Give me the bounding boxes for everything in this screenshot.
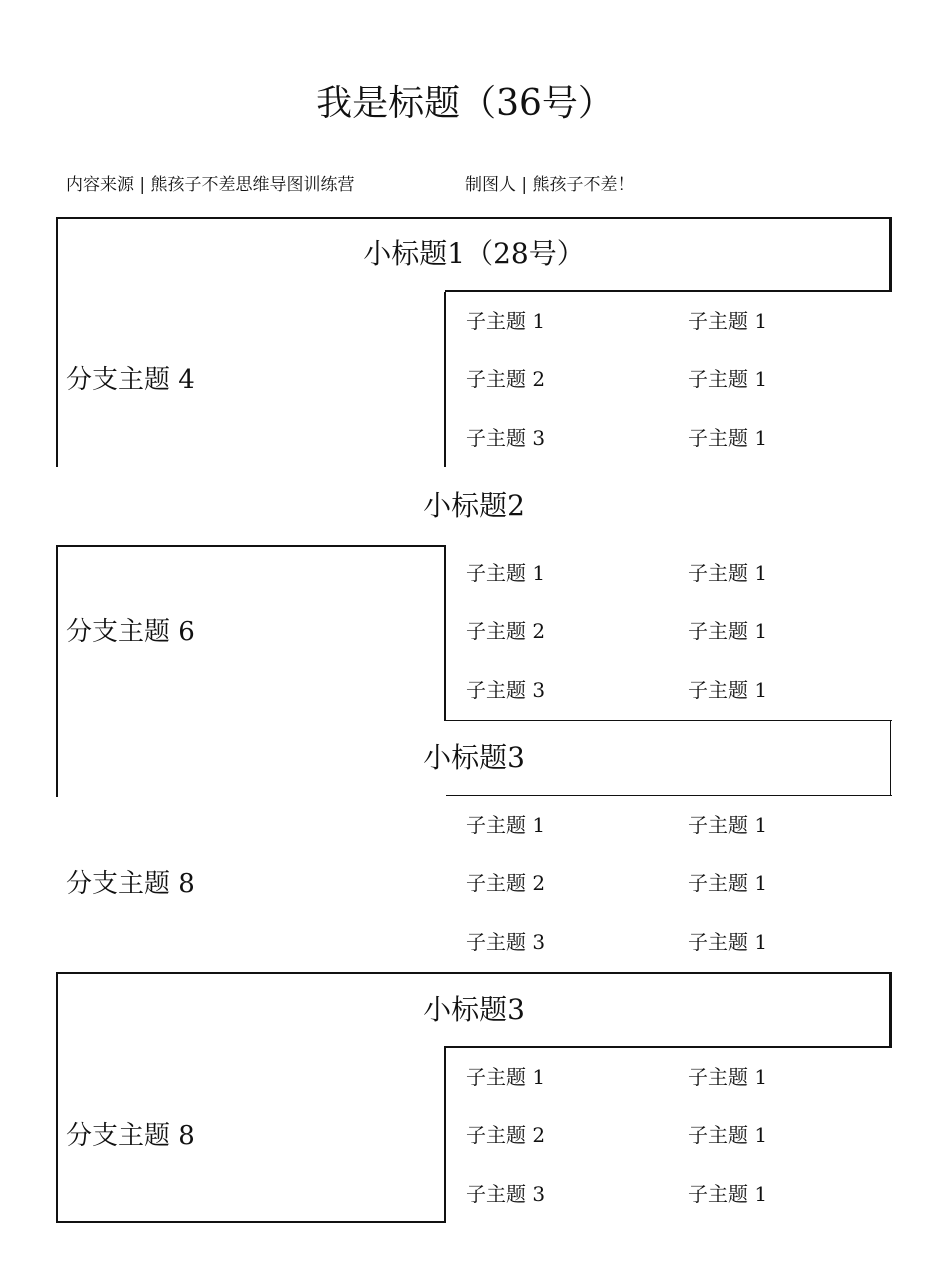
subtopic: 子主题 2 [466, 871, 546, 895]
subtopic: 子主题 1 [688, 1123, 768, 1147]
subtopic: 子主题 2 [466, 1123, 546, 1147]
subtopic: 子主题 1 [466, 309, 546, 333]
subtopic: 子主题 1 [688, 367, 768, 391]
subtopic: 子主题 1 [688, 1182, 768, 1206]
branch-topic: 分支主题 6 [66, 617, 195, 647]
subtopic: 子主题 3 [466, 426, 546, 450]
branch-topic: 分支主题 4 [66, 365, 195, 395]
subtopic: 子主题 1 [688, 871, 768, 895]
subtopic: 子主题 2 [466, 619, 546, 643]
subtopic: 子主题 1 [688, 930, 768, 954]
subtopic: 子主题 1 [466, 561, 546, 585]
section-heading: 小标题3 [423, 993, 525, 1026]
section-heading: 小标题1（28号） [363, 237, 585, 270]
content-source: 内容来源 | 熊孩子不差思维导图训练营 [66, 175, 355, 195]
branch-topic: 分支主题 8 [66, 869, 195, 899]
subtopic: 子主题 1 [688, 561, 768, 585]
subtopic: 子主题 3 [466, 1182, 546, 1206]
page-title: 我是标题（36号） [316, 83, 614, 124]
subtopic: 子主题 2 [466, 367, 546, 391]
subtopic: 子主题 1 [688, 1065, 768, 1089]
subtopic: 子主题 1 [688, 678, 768, 702]
subtopic: 子主题 1 [466, 813, 546, 837]
subtopic: 子主题 3 [466, 678, 546, 702]
subtopic: 子主题 1 [688, 426, 768, 450]
subtopic: 子主题 1 [688, 309, 768, 333]
subtopic: 子主题 1 [466, 1065, 546, 1089]
author-credit: 制图人 | 熊孩子不差！ [465, 175, 635, 195]
section-heading: 小标题2 [423, 489, 525, 522]
branch-topic: 分支主题 8 [66, 1121, 195, 1151]
subtopic: 子主题 3 [466, 930, 546, 954]
subtopic: 子主题 1 [688, 619, 768, 643]
section-heading: 小标题3 [423, 741, 525, 774]
subtopic: 子主题 1 [688, 813, 768, 837]
